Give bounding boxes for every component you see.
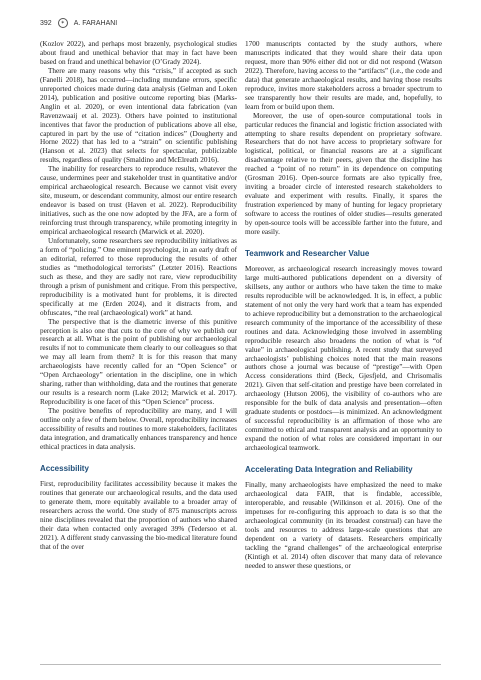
- paragraph: Moreover, as archaeological research increasingly moves toward large multi-authored publications dependent on a diversity of skillsets, any author or authors who have taken the time to make results reproducible will be acknowledged. It is, in effect, a public statement of not only the very hard work that a team has expended to achieve reproducibility but a demonstration to the archaeological research community of the importance of the accessibility of these routines and data. Acknowledging those involved in assembling reproducible research also broadens the notion of what is “of value” in archaeological publishing. A recent study that surveyed archaeologists’ publishing choices noted that the main reasons authors chose a journal was because of “prestige”—with Open Access considerations third (Beck, Gjesfjeld, and Chrisomalis 2021). Given that self-citation and prestige have been correlated in archaeology (Hutson 2006), the visibility of co-authors who are responsible for the bulk of data analysis and presentation—often graduate students or postdocs—is minimized. An acknowledgment of successful reproducibility is an affirmation of those who are committed to ethical and transparent analysis and an opportunity to expand the notion of what roles are considered important in our archaeological teamwork.: [245, 264, 442, 453]
- paragraph: Finally, many archaeologists have emphasized the need to make archaeological data FAIR, that is findable, accessible, interoperable, and reusable (Wilkinson et al. 2016). One of the impetuses for re-configuring this approach to data is so that the archaeological community (in its broadest construal) can have the tools and resources to address large-scale questions that are dependent on a variety of datasets. Researchers empirically tackling the “grand challenges” of the archaeological enterprise (Kintigh et al. 2014) often discover that many data of relevance needed to answer these questions, or: [245, 480, 442, 570]
- section-heading: Accessibility: [40, 463, 89, 473]
- paragraph: (Kozlov 2022), and perhaps most brazenly, psychological studies about fraud and unethical behavior that may in fact have been based on fraud and unethical behavior (O’Grady 2024).: [40, 40, 237, 66]
- running-header: [40, 16, 441, 30]
- paragraph: The perspective that is the diametric inverse of this punitive perception is also one that cuts to the core of why we publish our research at all. What is the point of publishing our archaeological results if not to communicate them clearly to our colleagues so that we may all learn from them? It is for this reason that many archaeologists have recently called for an “Open Science” or “Open Archaeology” orientation in the discipline, one in which sharing, rather than withholding, data and the routines that generate our results is a research norm (Lake 2012; Marwick et al. 2017). Reproducibility is one facet of this “Open Science” process.: [40, 317, 237, 407]
- section-heading: Teamwork and Researcher Value: [245, 248, 370, 258]
- paragraph: First, reproducibility facilitates accessibility because it makes the routines that generate our archaeological results, and the data used to generate them, more equitably available to a broader array of researchers across the world. One study of 875 manuscripts across nine disciplines revealed that the proportion of authors who shared their data when contacted only averaged 39% (Tedersoo et al. 2021). A different study canvassing the bio-medical literature found that of the over: [40, 479, 237, 551]
- left-column: [40, 40, 237, 551]
- footer-rule: [40, 664, 441, 665]
- right-column: [245, 40, 442, 571]
- paragraph: The inability for researchers to reproduce results, whatever the cause, undermines peer and stakeholder trust in quantitative and/or empirical archaeological research. Because we cannot visit every site, museum, or descendant community, almost our entire research endeavor is based on trust (Haven et al. 2022). Reproducibility initiatives, such as the one now adopted by the JFA, are a form of reinforcing trust through transparency, while promoting integrity in empirical archaeological research (Marwick et al. 2020).: [40, 165, 237, 237]
- journal-logo-icon: ✶: [58, 18, 68, 28]
- paragraph: Unfortunately, some researchers see reproducibility initiatives as a form of “policing.” One eminent psychologist, in an early draft of an editorial, referred to those reproducing the results of other studies as “methodological terrorists” (Letzter 2016). Reactions such as these, and they are sadly not rare, view reproducibility through a prism of punishment and critique. From this perspective, reproducibility is a motivated hunt for problems, it is directed specifically at me (Erden 2024), and it distracts from, and obfuscates, “the real (archaeological) work” at hand.: [40, 236, 237, 317]
- page-number: 392: [40, 19, 52, 27]
- paragraph: 1700 manuscripts contacted by the study authors, where manuscripts indicated that they would share their data upon request, more than 90% either did not or did not respond (Watson 2022). Therefore, having access to the “artifacts” (i.e., the code and data) that generate archaeological results, and having those results reproduce, invites more stakeholders across a broader spectrum to see transparently how their results are made, and, hopefully, to learn from or build upon them.: [245, 40, 442, 111]
- paragraph: The positive benefits of reproducibility are many, and I will outline only a few of them below. Overall, reproducibility increases accessibility of results and routines to more stakeholders, facilitates data integration, and dramatically enhances transparency and hence ethical practices in data analysis.: [40, 407, 237, 451]
- paragraph: There are many reasons why this “crisis,” if accepted as such (Fanelli 2018), has occurred—including mundane errors, specific unreported choices made during data analysis (Gelman and Loken 2014), publication and positive outcome reporting bias (Marks-Anglin et al. 2020), or even intentional data fabrication (van Ravenzwaaij et al. 2023). Others have pointed to institutional incentives that favor the production of publications above all else, captured in part by the use of “citation indices” (Dougherty and Horne 2022) that has led to a “strain” on scientific publishing (Hanson et al. 2023) that selects for spectacular, publicizable results, regardless of quality (Smaldino and McElreath 2016).: [40, 66, 237, 165]
- paragraph: Moreover, the use of open-source computational tools in particular reduces the financial and logistic friction associated with attempting to share results dependent on proprietary software. Researchers that do not have access to proprietary software for logistical, political, or financial reasons are at a significant disadvantage relative to their peers, given that the discipline has reached a “point of no return” in its dependence on computing (Grosman 2016). Open-source formats are also typically free, inviting a broader circle of interested research stakeholders to evaluate and experiment with results. Finally, it spares the frustration experienced by many of hunting for legacy proprietary software to access the routines of older studies—results generated by open-source tools will be accessible farther into the future, and more easily.: [245, 111, 442, 237]
- running-author: A. FARAHANI: [73, 19, 118, 27]
- section-heading: Accelerating Data Integration and Reliability: [245, 464, 413, 474]
